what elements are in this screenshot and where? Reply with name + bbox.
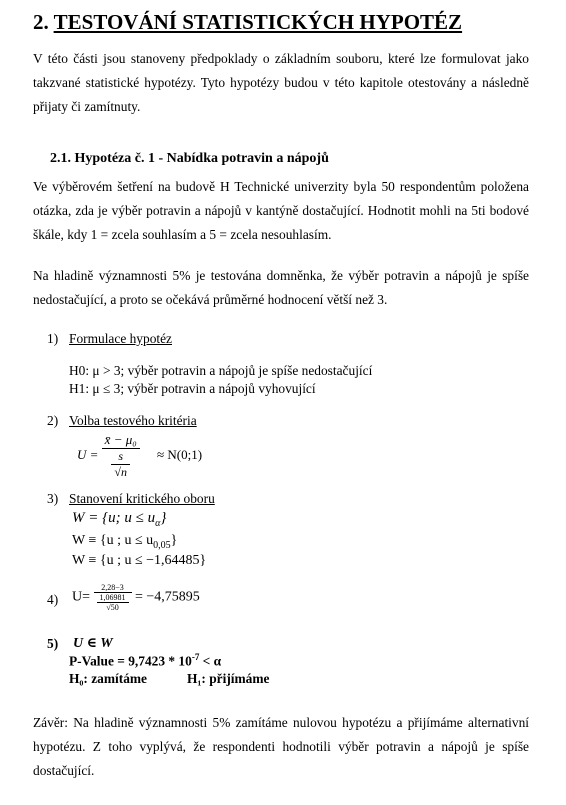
- decision-h1: H₁: přijímáme: [187, 671, 270, 686]
- decision-h0: H₀: zamítáme: [69, 671, 148, 686]
- p-value-text: P-Value = 9,7423 * 10: [69, 653, 192, 669]
- decision-u-in-w: U ∈ W: [73, 636, 113, 651]
- critical-region-2-text: W ≡ {u ; u ≤ u: [72, 533, 154, 548]
- step5-number: 5): [47, 636, 59, 651]
- heading-number: 2.: [33, 10, 49, 34]
- p-value-exponent: -7: [191, 652, 200, 662]
- hypothesis-h1: H1: μ ≤ 3; výběr potravin a nápojů vyhovující: [69, 381, 316, 396]
- page-title: [33, 10, 462, 35]
- value-u: U=: [72, 589, 91, 605]
- critical-region-1-sub: α: [155, 518, 161, 529]
- hypothesis-h0: H0: μ > 3; výběr potravin a nápojů je spíše nedostačující: [69, 363, 373, 378]
- conclusion-paragraph: Závěr: Na hladině významnosti 5% zamítáme nulovou hypotézu a přijímáme alternativní hypotézu. Z toho vyplývá, že respondenti hodnotili výběr potravin a nápojů je spíše dostačující.: [33, 715, 529, 778]
- intro-paragraph: V této části jsou stanoveny předpoklady o základním souboru, které lze formulovat jako takzvané statistické hypotézy. Tyto hypotézy budou v této kapitole otestovány a následně přijaty či zamítnuty.: [33, 51, 529, 114]
- value-den-top: 1,06981: [97, 593, 129, 603]
- section-paragraph-1: Ve výběrovém šetření na budově H Technické univerzity byla 50 respondentům položena otázka, zda je výběr potravin a nápojů v kantýně dostačující. Hodnotit mohli na 5ti bodové škále, kdy 1 = zcela souhlasím a 5 = zcela nesouhlasím.: [33, 179, 529, 242]
- critical-region-2-sub: 0,05: [153, 539, 171, 551]
- step4-number: 4): [47, 592, 59, 607]
- value-den-bottom: √50: [106, 603, 119, 612]
- section-paragraph-2: Na hladině významnosti 5% je testována domněnka, že výběr potravin a nápojů je spíše nedostačující, a proto se očekává průměrné hodnocení větší než 3.: [33, 268, 529, 307]
- step2-label: Volba testového kritéria: [69, 413, 197, 428]
- formula-sqrt-n: √n: [114, 465, 128, 479]
- section-title: 2.1. Hypotéza č. 1 - Nabídka potravin a nápojů: [50, 151, 329, 166]
- step3-label: Stanovení kritického oboru: [69, 491, 215, 506]
- step3-number: 3): [47, 491, 59, 506]
- formula-u: U =: [77, 446, 99, 462]
- value-numerator: 2,28−3: [94, 583, 132, 593]
- critical-region-1-end: }: [160, 510, 167, 526]
- critical-region-1: [72, 510, 166, 529]
- critical-region-3: W ≡ {u ; u ≤ −1,64485}: [72, 553, 207, 568]
- step1-label: Formulace hypotéz: [69, 331, 172, 346]
- step1-number: 1): [47, 331, 59, 346]
- value-result: = −4,75895: [135, 589, 200, 605]
- test-statistic-formula: [77, 432, 202, 480]
- formula-distribution: ≈ N(0;1): [157, 446, 203, 462]
- formula-numerator: x̄ − μ₀: [102, 432, 140, 449]
- heading-title: TESTOVÁNÍ STATISTICKÝCH HYPOTÉZ: [53, 10, 463, 34]
- p-value: [69, 652, 221, 669]
- critical-region-2: [72, 533, 177, 551]
- critical-region-2-end: }: [170, 533, 178, 548]
- test-statistic-value: [72, 583, 200, 612]
- step2-number: 2): [47, 413, 59, 428]
- critical-region-1-text: W = {u; u ≤ u: [72, 510, 156, 526]
- p-value-compare: < α: [199, 653, 222, 669]
- formula-s: s: [111, 449, 130, 465]
